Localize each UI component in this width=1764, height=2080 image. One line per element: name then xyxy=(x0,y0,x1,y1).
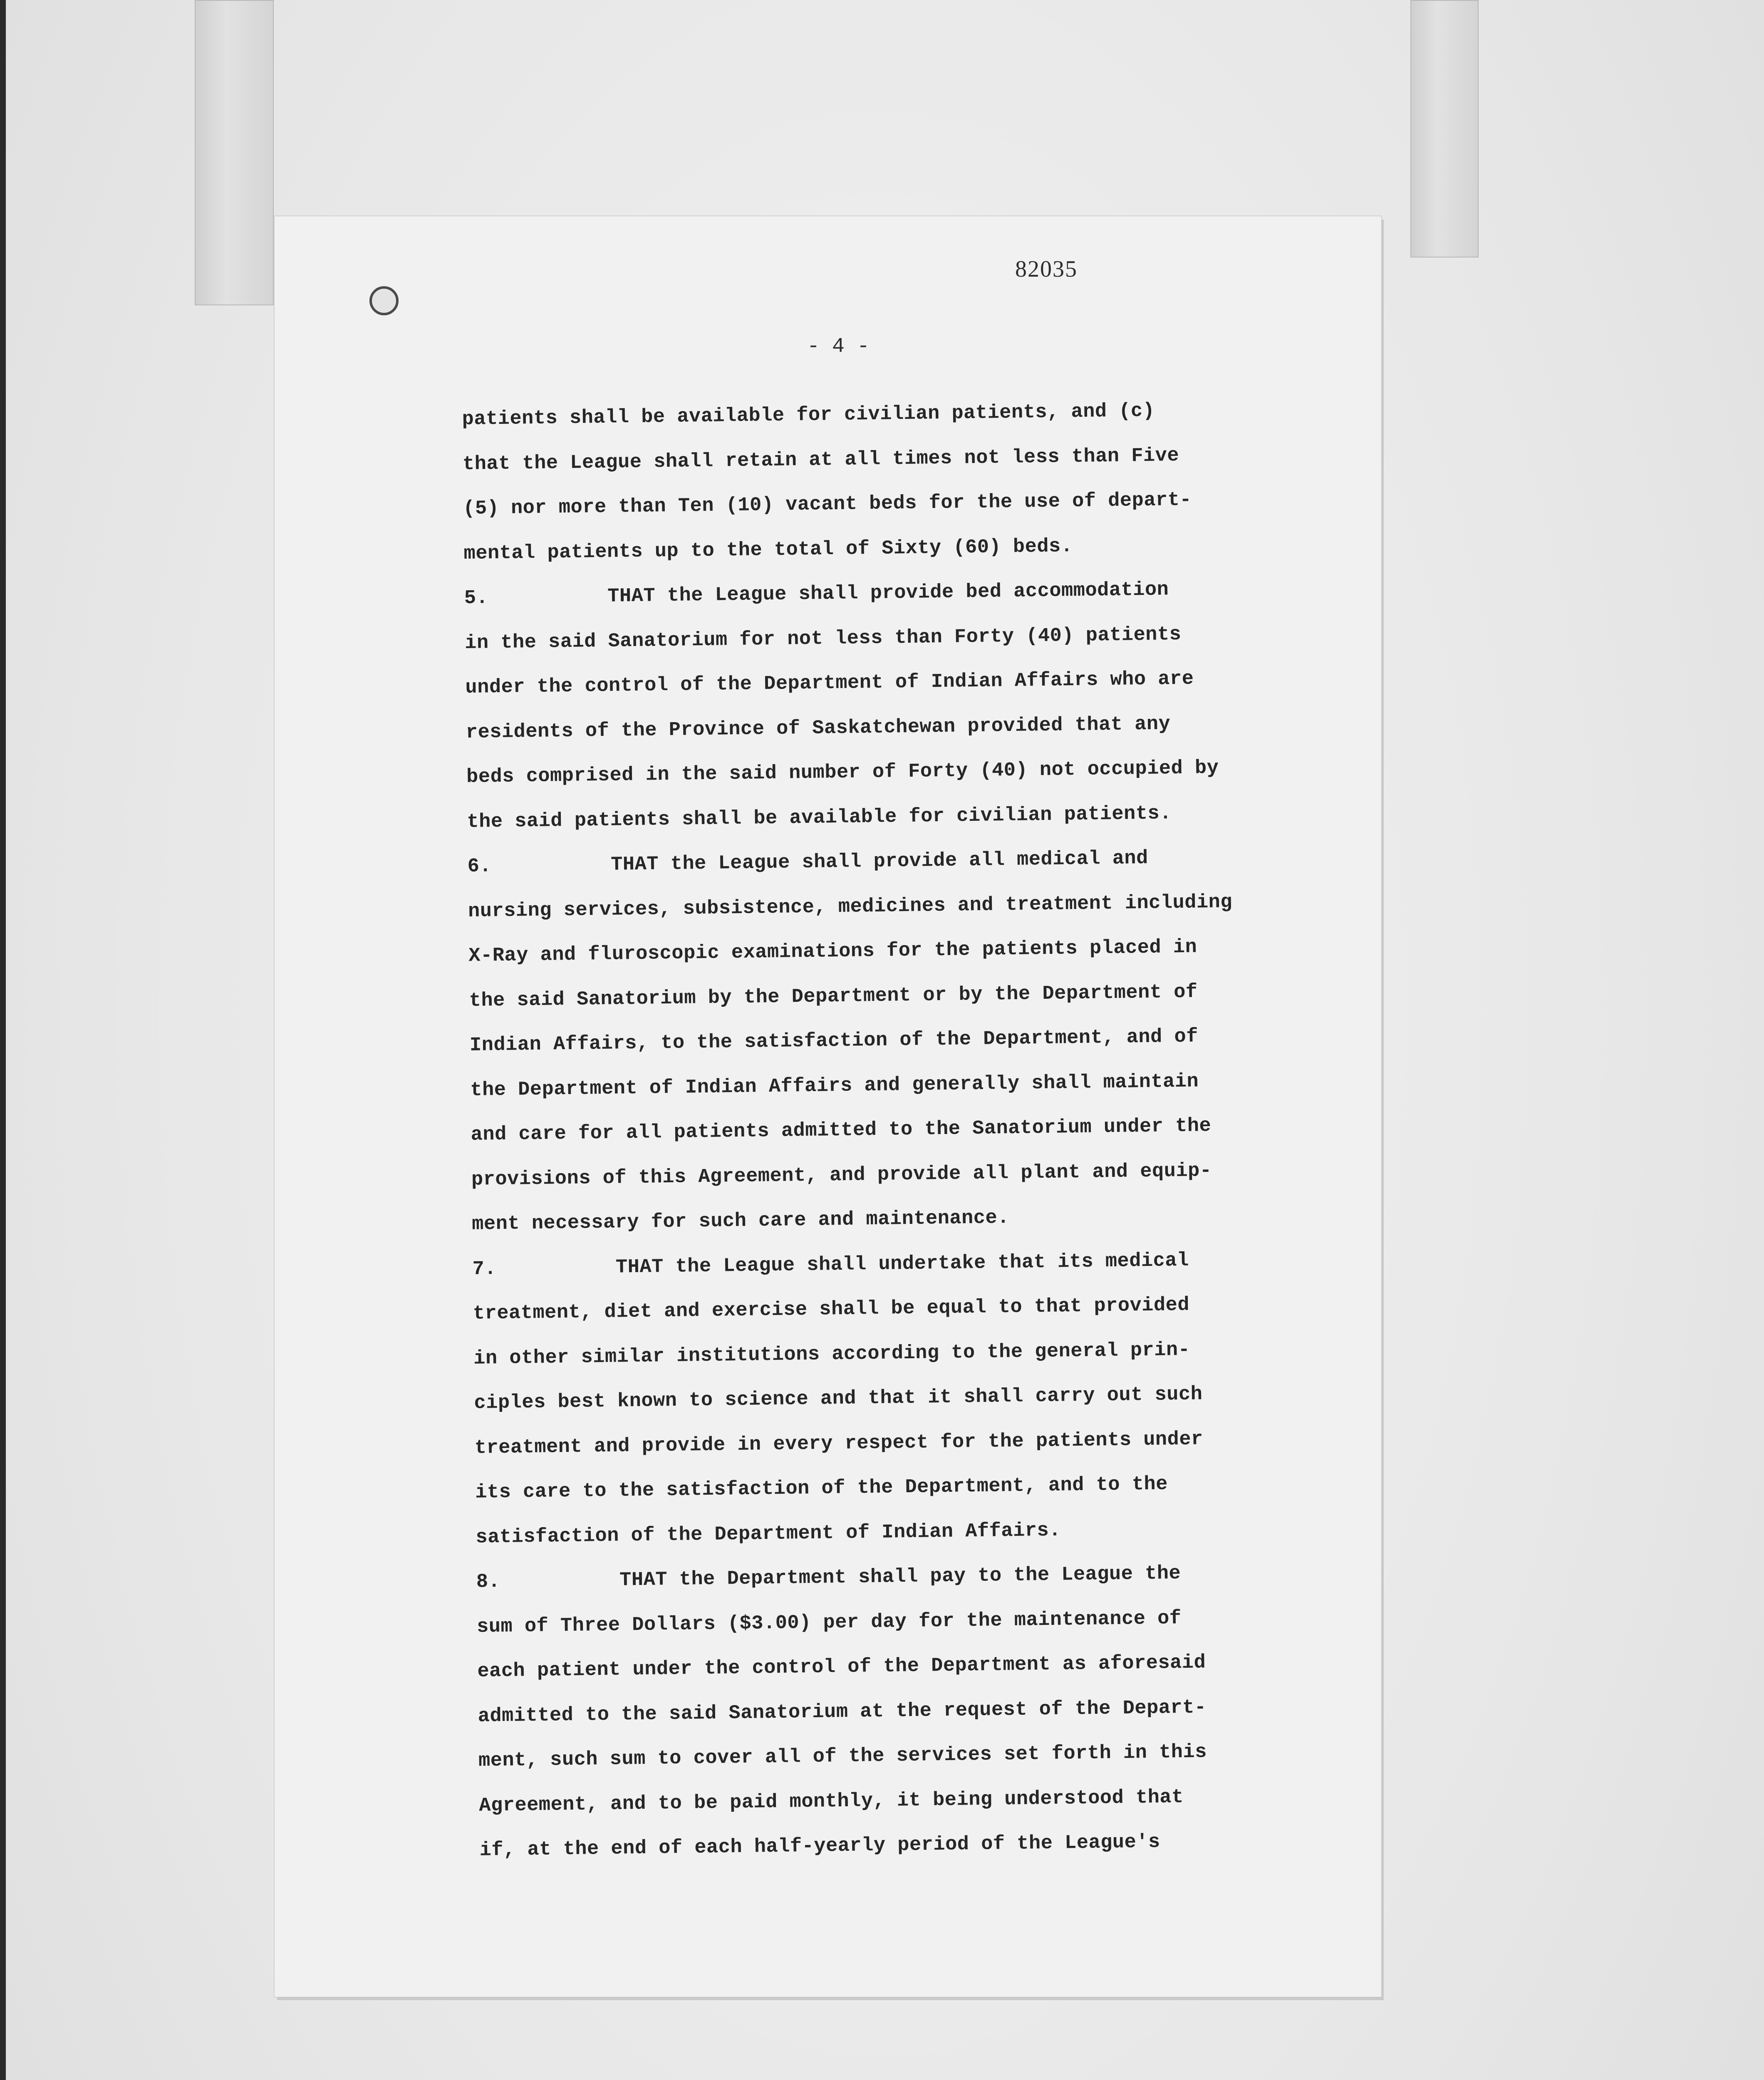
text-line: 6. THAT the League shall provide all medical and xyxy=(467,847,1149,878)
page-number: - 4 - xyxy=(807,335,870,359)
text-line: ment, such sum to cover all of the services set forth in this xyxy=(478,1741,1207,1772)
text-line: ment necessary for such care and maintenance. xyxy=(471,1207,1010,1236)
text-line: sum of Three Dollars ($3.00) per day for the maintenance of xyxy=(476,1607,1182,1638)
text-line: and care for all patients admitted to the Sanatorium under the xyxy=(471,1115,1212,1146)
text-line: beds comprised in the said number of Forty (40) not occupied by xyxy=(466,757,1219,788)
text-line: nursing services, subsistence, medicines and treatment including xyxy=(468,891,1233,923)
document-number: 82035 xyxy=(1015,256,1078,282)
text-line: that the League shall retain at all times not less than Five xyxy=(462,444,1179,475)
text-line: the said Sanatorium by the Department or by the Department of xyxy=(469,981,1198,1012)
text-line: treatment and provide in every respect for the patients under xyxy=(474,1428,1204,1459)
text-line: if, at the end of each half-yearly period of the League's xyxy=(479,1831,1161,1862)
film-edge xyxy=(0,0,6,2080)
text-line: mental patients up to the total of Sixty (60) beds. xyxy=(463,535,1073,565)
text-line: provisions of this Agreement, and provide all plant and equip- xyxy=(471,1159,1212,1191)
tape-strip-top-right xyxy=(1410,0,1479,258)
text-line: ciples best known to science and that it shall carry out such xyxy=(474,1383,1203,1414)
text-line: Indian Affairs, to the satisfaction of the Department, and of xyxy=(469,1025,1199,1057)
text-line: in the said Sanatorium for not less than Forty (40) patients xyxy=(464,623,1182,654)
text-line: Agreement, and to be paid monthly, it being understood that xyxy=(479,1786,1184,1817)
text-line: 8. THAT the Department shall pay to the League the xyxy=(476,1562,1181,1593)
text-line: admitted to the said Sanatorium at the request of the Depart- xyxy=(478,1696,1207,1728)
text-line: residents of the Province of Saskatchewan provided that any xyxy=(466,713,1171,744)
text-line: treatment, diet and exercise shall be equal to that provided xyxy=(473,1294,1190,1325)
text-line: satisfaction of the Department of Indian Affairs. xyxy=(476,1519,1061,1549)
text-line: in other similar institutions according to the general prin- xyxy=(473,1339,1190,1370)
text-line: under the control of the Department of Indian Affairs who are xyxy=(465,668,1194,699)
text-line: the said patients shall be available for civilian patients. xyxy=(467,802,1172,833)
tape-strip-top-left xyxy=(195,0,274,305)
document-body xyxy=(462,386,1353,1873)
text-line: 5. THAT the League shall provide bed accommodation xyxy=(464,579,1169,609)
punch-hole xyxy=(369,286,399,315)
text-line: patients shall be available for civilian patients, and (c) xyxy=(462,400,1155,431)
text-line: the Department of Indian Affairs and generally shall maintain xyxy=(470,1070,1199,1102)
text-line: (5) nor more than Ten (10) vacant beds for the use of depart- xyxy=(463,489,1192,520)
text-line: X-Ray and fluroscopic examinations for the patients placed in xyxy=(468,936,1197,967)
text-line: 7. THAT the League shall undertake that its medical xyxy=(472,1249,1189,1280)
text-line: each patient under the control of the Department as aforesaid xyxy=(477,1652,1206,1683)
text-line: its care to the satisfaction of the Department, and to the xyxy=(475,1473,1168,1504)
